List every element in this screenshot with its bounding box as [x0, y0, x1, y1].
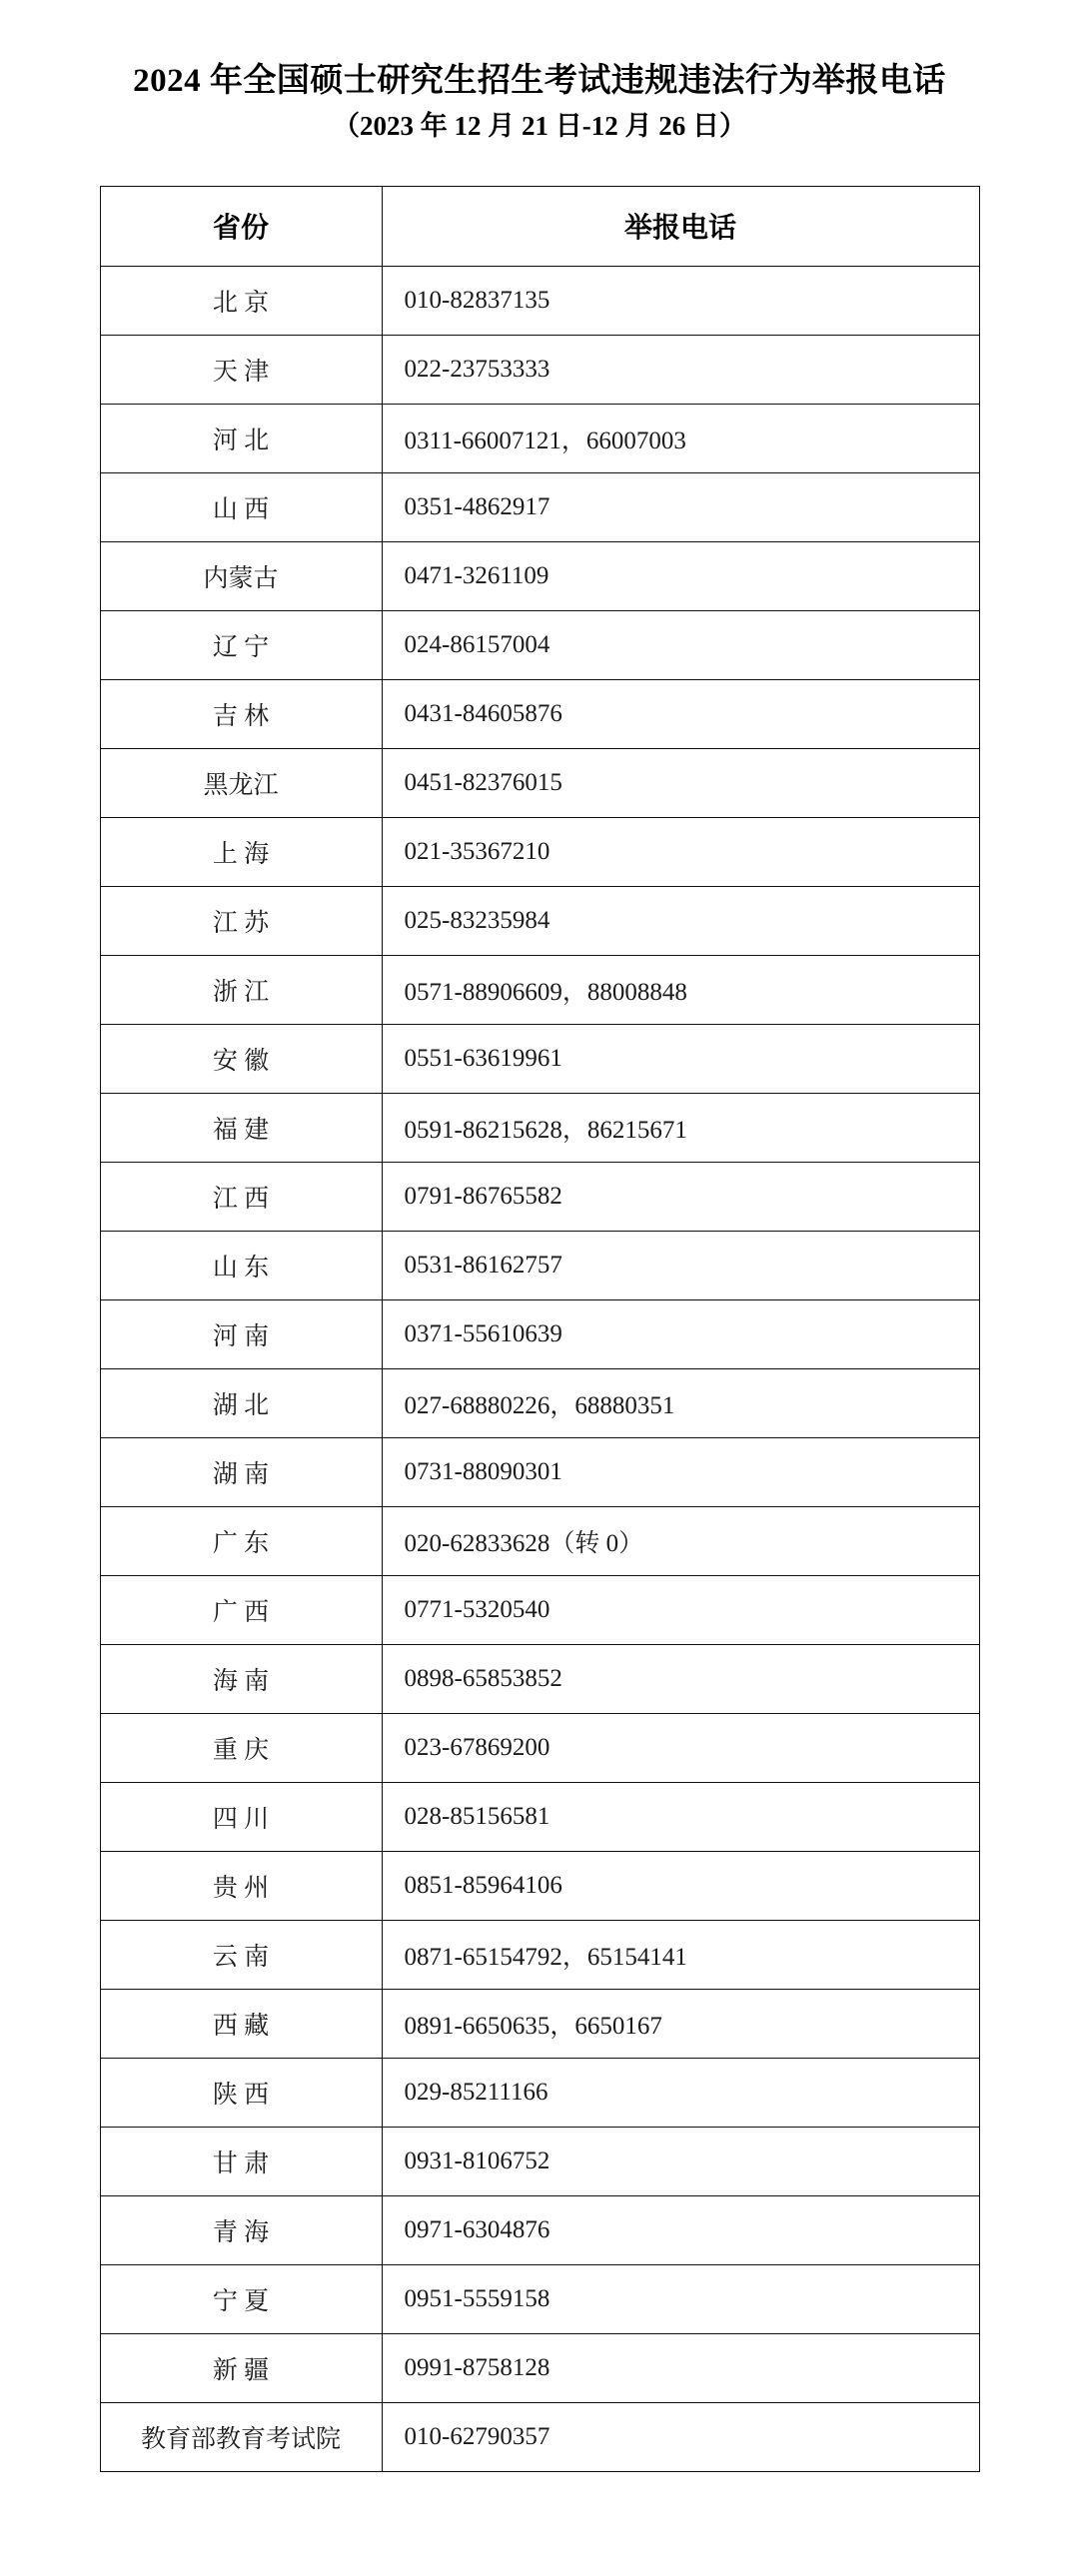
- cell-province: 北 京: [100, 266, 382, 335]
- table-row: [100, 1644, 979, 1713]
- cell-province: 广 东: [100, 1506, 382, 1575]
- cell-province: 吉 林: [100, 679, 382, 748]
- cell-phone: 010-82837135: [382, 266, 979, 335]
- cell-phone: 0351-4862917: [382, 472, 979, 541]
- cell-phone: 0891-6650635，6650167: [382, 1989, 979, 2058]
- table-row: [100, 1231, 979, 1299]
- cell-phone: 0731-88090301: [382, 1437, 979, 1506]
- table-body: [100, 266, 979, 2471]
- cell-province: 贵 州: [100, 1851, 382, 1920]
- table-row: [100, 679, 979, 748]
- cell-phone: 0931-8106752: [382, 2127, 979, 2195]
- column-header-phone: 举报电话: [382, 186, 979, 266]
- table-row: [100, 335, 979, 404]
- cell-province: 内蒙古: [100, 541, 382, 610]
- cell-province: 重 庆: [100, 1713, 382, 1782]
- page-subtitle: （2023 年 12 月 21 日-12 月 26 日）: [333, 110, 746, 141]
- cell-province: 上 海: [100, 817, 382, 886]
- table-row: [100, 1989, 979, 2058]
- table-row: [100, 1093, 979, 1162]
- table-row: [100, 2402, 979, 2471]
- cell-province: 教育部教育考试院: [100, 2402, 382, 2471]
- cell-phone: 020-62833628（转 0）: [382, 1506, 979, 1575]
- cell-province: 安 徽: [100, 1024, 382, 1093]
- table-row: [100, 1299, 979, 1368]
- cell-phone: 029-85211166: [382, 2058, 979, 2127]
- cell-phone: 0591-86215628，86215671: [382, 1093, 979, 1162]
- cell-province: 湖 北: [100, 1368, 382, 1437]
- cell-phone: 010-62790357: [382, 2402, 979, 2471]
- cell-province: 河 北: [100, 404, 382, 472]
- cell-province: 江 苏: [100, 886, 382, 955]
- cell-phone: 0898-65853852: [382, 1644, 979, 1713]
- cell-phone: 0851-85964106: [382, 1851, 979, 1920]
- report-phone-table-wrapper: [0, 186, 1079, 2472]
- cell-province: 云 南: [100, 1920, 382, 1989]
- table-row: [100, 2058, 979, 2127]
- table-row: [100, 1506, 979, 1575]
- cell-province: 福 建: [100, 1093, 382, 1162]
- cell-province: 山 西: [100, 472, 382, 541]
- cell-province: 宁 夏: [100, 2264, 382, 2333]
- cell-province: 黑龙江: [100, 748, 382, 817]
- cell-province: 江 西: [100, 1162, 382, 1231]
- table-row: [100, 817, 979, 886]
- cell-phone: 024-86157004: [382, 610, 979, 679]
- cell-phone: 027-68880226，68880351: [382, 1368, 979, 1437]
- cell-phone: 025-83235984: [382, 886, 979, 955]
- cell-province: 湖 南: [100, 1437, 382, 1506]
- cell-phone: 0571-88906609，88008848: [382, 955, 979, 1024]
- table-row: [100, 1024, 979, 1093]
- cell-province: 广 西: [100, 1575, 382, 1644]
- cell-phone: 0971-6304876: [382, 2195, 979, 2264]
- column-header-province: 省份: [100, 186, 382, 266]
- cell-phone: 022-23753333: [382, 335, 979, 404]
- table-row: [100, 266, 979, 335]
- cell-province: 青 海: [100, 2195, 382, 2264]
- cell-province: 四 川: [100, 1782, 382, 1851]
- cell-phone: 0371-55610639: [382, 1299, 979, 1368]
- table-row: [100, 1782, 979, 1851]
- table-row: [100, 1368, 979, 1437]
- cell-province: 海 南: [100, 1644, 382, 1713]
- table-header-row: [100, 186, 979, 266]
- cell-province: 陕 西: [100, 2058, 382, 2127]
- table-head: [100, 186, 979, 266]
- table-row: [100, 472, 979, 541]
- cell-phone: 0531-86162757: [382, 1231, 979, 1299]
- table-row: [100, 1575, 979, 1644]
- cell-phone: 0311-66007121，66007003: [382, 404, 979, 472]
- cell-province: 浙 江: [100, 955, 382, 1024]
- cell-phone: 021-35367210: [382, 817, 979, 886]
- cell-phone: 0431-84605876: [382, 679, 979, 748]
- table-row: [100, 886, 979, 955]
- cell-province: 天 津: [100, 335, 382, 404]
- table-row: [100, 1713, 979, 1782]
- cell-province: 辽 宁: [100, 610, 382, 679]
- table-row: [100, 2333, 979, 2402]
- table-row: [100, 404, 979, 472]
- cell-phone: 023-67869200: [382, 1713, 979, 1782]
- cell-phone: 028-85156581: [382, 1782, 979, 1851]
- table-row: [100, 2127, 979, 2195]
- cell-province: 西 藏: [100, 1989, 382, 2058]
- table-row: [100, 955, 979, 1024]
- table-row: [100, 1437, 979, 1506]
- cell-province: 新 疆: [100, 2333, 382, 2402]
- cell-province: 河 南: [100, 1299, 382, 1368]
- table-row: [100, 541, 979, 610]
- table-row: [100, 1920, 979, 1989]
- table-row: [100, 1851, 979, 1920]
- cell-phone: 0791-86765582: [382, 1162, 979, 1231]
- cell-phone: 0471-3261109: [382, 541, 979, 610]
- table-row: [100, 610, 979, 679]
- table-row: [100, 2195, 979, 2264]
- cell-phone: 0771-5320540: [382, 1575, 979, 1644]
- cell-province: 山 东: [100, 1231, 382, 1299]
- table-row: [100, 2264, 979, 2333]
- table-row: [100, 1162, 979, 1231]
- cell-province: 甘 肃: [100, 2127, 382, 2195]
- cell-phone: 0551-63619961: [382, 1024, 979, 1093]
- cell-phone: 0991-8758128: [382, 2333, 979, 2402]
- table-row: [100, 748, 979, 817]
- report-phone-table: [100, 186, 980, 2472]
- cell-phone: 0451-82376015: [382, 748, 979, 817]
- cell-phone: 0871-65154792，65154141: [382, 1920, 979, 1989]
- page-title: 2024 年全国硕士研究生招生考试违规违法行为举报电话: [133, 63, 946, 99]
- cell-phone: 0951-5559158: [382, 2264, 979, 2333]
